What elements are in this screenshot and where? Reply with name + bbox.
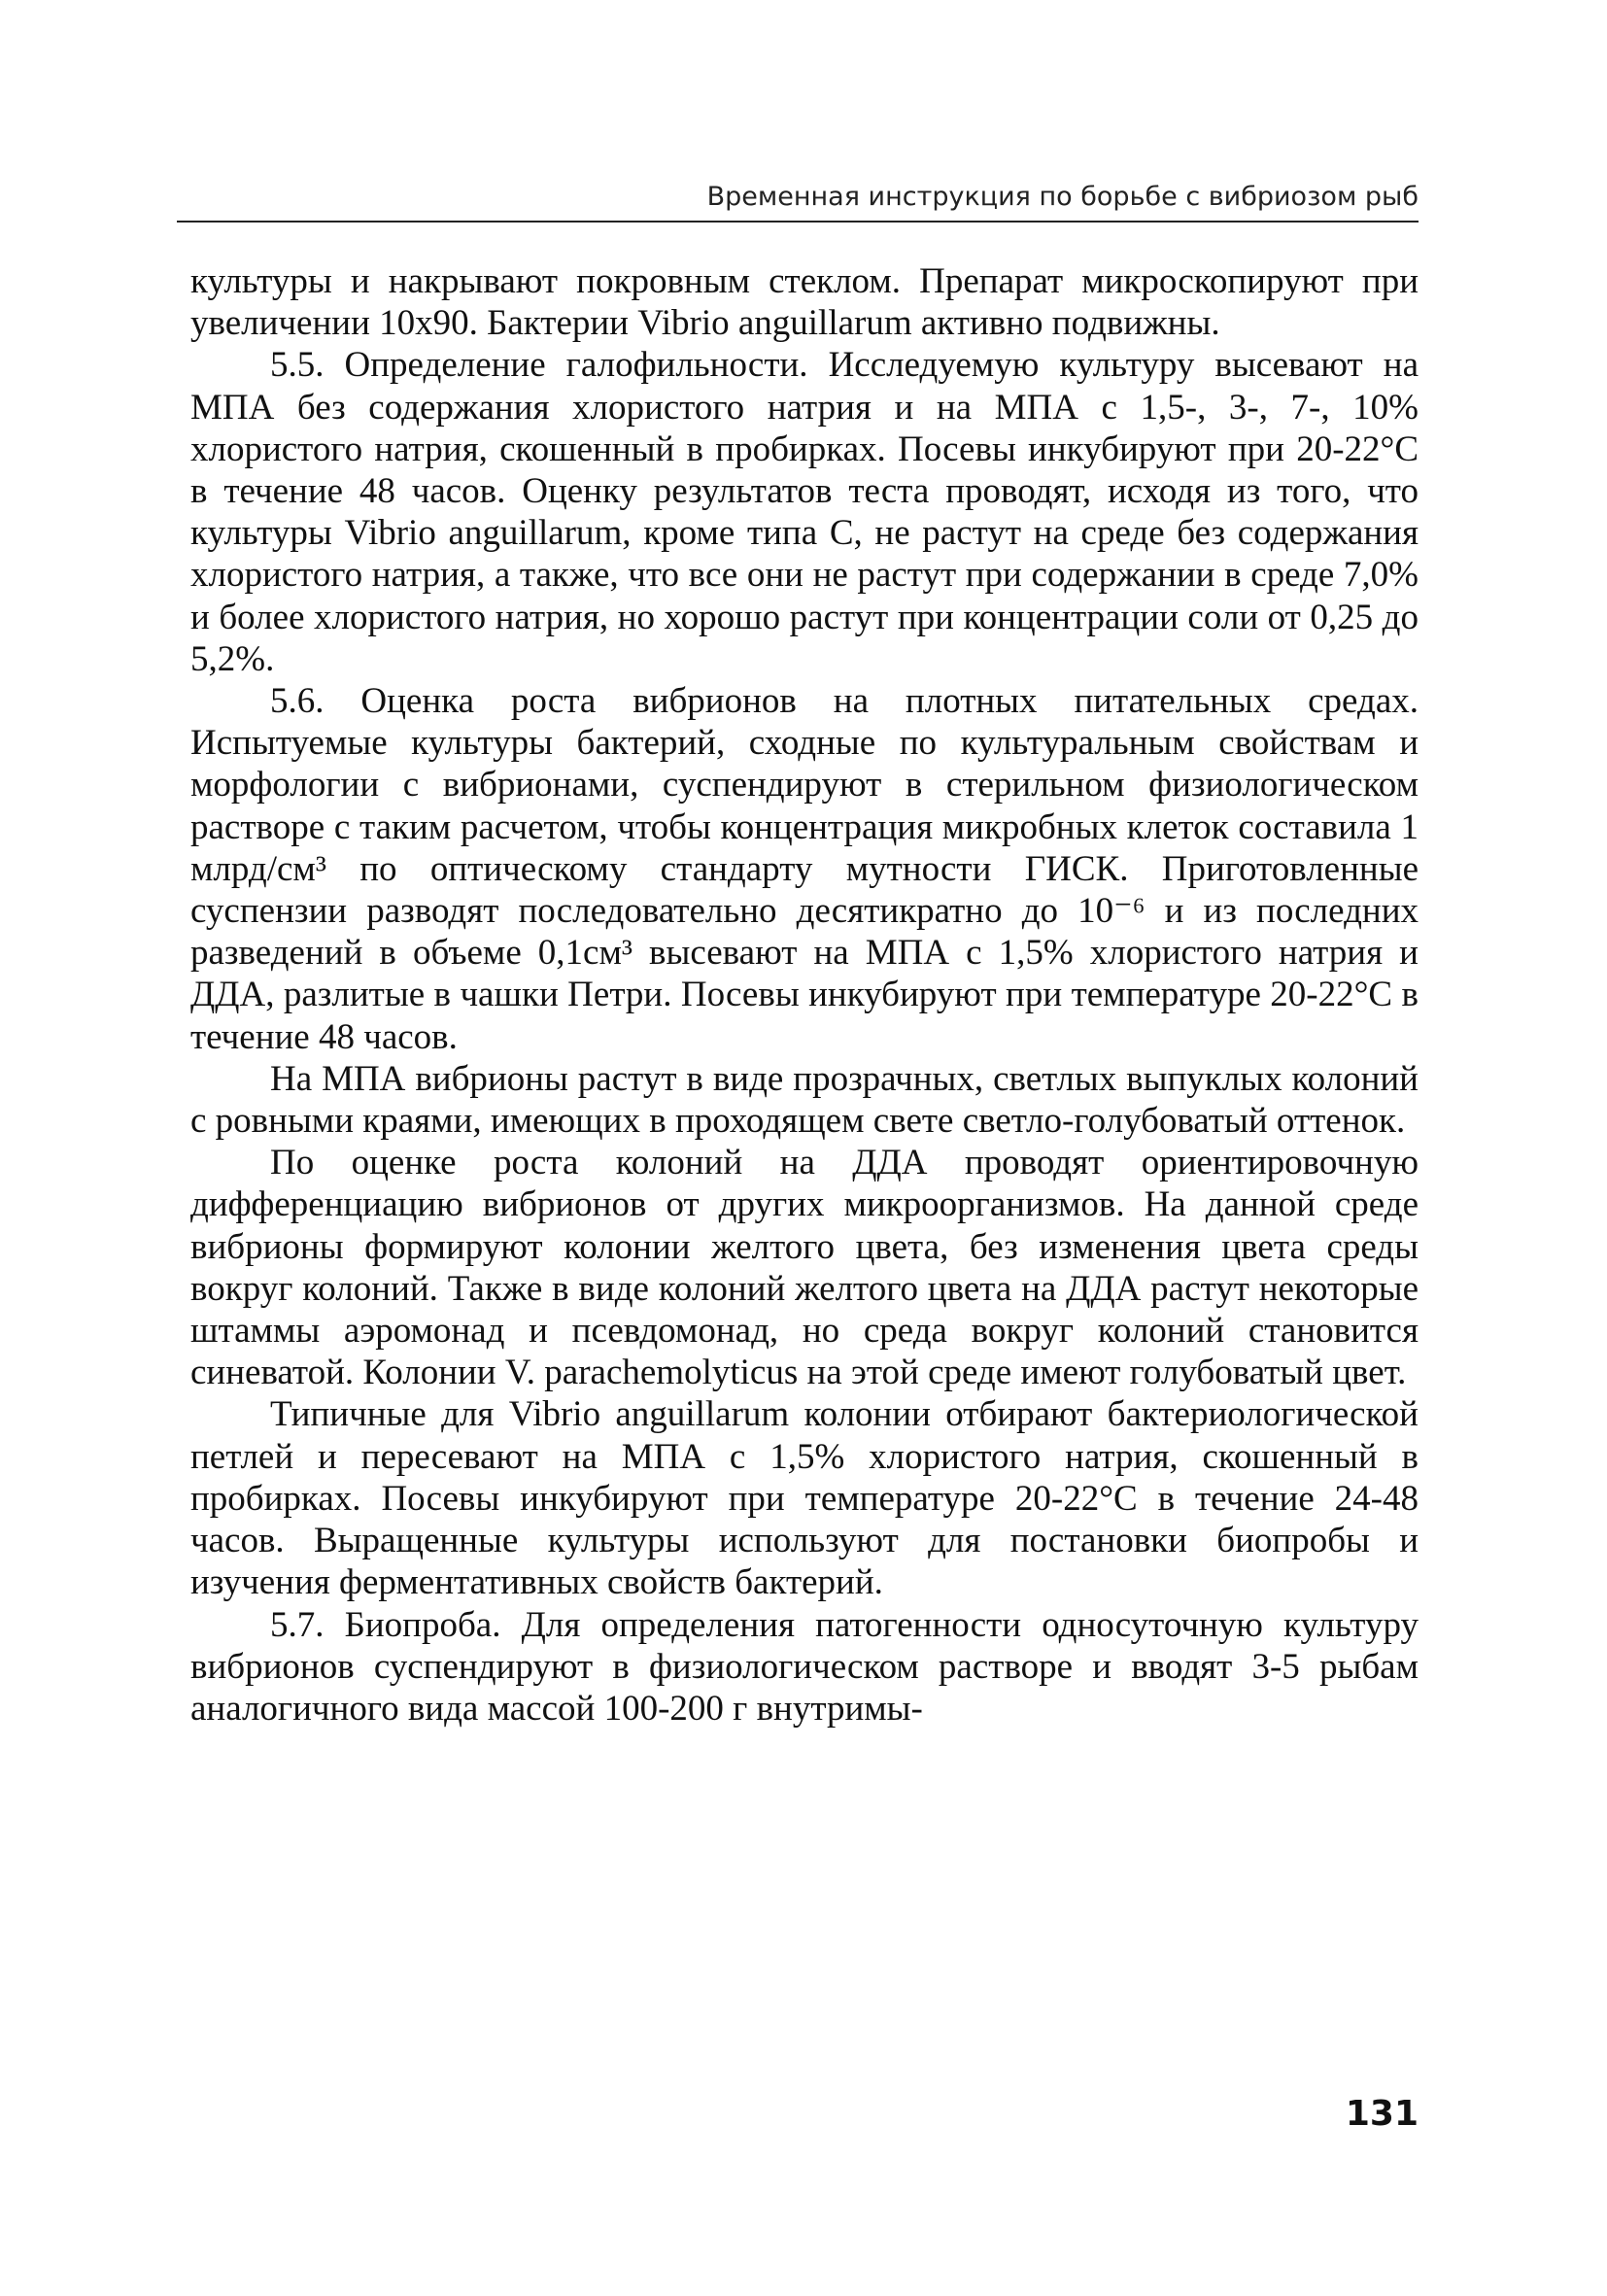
page-number: 131: [1345, 2094, 1419, 2134]
paragraph-halophilicity: 5.5. Определение галофильности. Исследуемую культуру высевают на МПА без содержания хлористого натрия и на МПА с 1,5-, 3-, 7-, 10% хлористого натрия, скошенный в пробирках. Посевы инкубируют при 20-22°С в течение 48 часов. Оценку результатов теста проводят, исходя из того, что культуры Vibrio anguillarum, кроме типа С, не растут на среде без содержания хлористого натрия, а также, что все они не растут при содержании в среде 7,0% и более хлористого натрия, но хорошо растут при концентрации соли от 0,25 до 5,2%.: [190, 345, 1419, 679]
paragraph-continuation: культуры и накрывают покровным стеклом. Препарат микроскопируют при увеличении 10х90. Бактерии Vibrio anguillarum активно подвижны.: [190, 261, 1419, 344]
running-header: Временная инструкция по борьбе с вибриозом рыб: [706, 182, 1419, 212]
paragraph-growth-assessment: 5.6. Оценка роста вибрионов на плотных питательных средах. Испытуемые культуры бактерий, сходные по культуральным свойствам и морфологии с вибрионами, суспендируют в стерильном физиологическом растворе с таким расчетом, чтобы концентрация микробных клеток составила 1 млрд/см³ по оптическому стандарту мутности ГИСК. Приготовленные суспензии разводят последовательно десятикратно до 10⁻⁶ и из последних разведений в объеме 0,1см³ высевают на МПА с 1,5% хлористого натрия и ДДА, разлитые в чашки Петри. Посевы инкубируют при температуре 20-22°С в течение 48 часов.: [190, 681, 1419, 1057]
paragraph-typical-colonies: Типичные для Vibrio anguillarum колонии отбирают бактериологической петлей и пересевают на МПА с 1,5% хлористого натрия, скошенный в пробирках. Посевы инкубируют при температуре 20-22°С в течение 24-48 часов. Выращенные культуры используют для постановки биопробы и изучения ферментативных свойств бактерий.: [190, 1394, 1419, 1603]
header-rule: [177, 221, 1419, 223]
paragraph-dda-differentiation: По оценке роста колоний на ДДА проводят ориентировочную дифференциацию вибрионов от других микроорганизмов. На данной среде вибрионы формируют колонии желтого цвета, без изменения цвета среды вокруг колоний. Также в виде колоний желтого цвета на ДДА растут некоторые штаммы аэромонад и псевдомонад, но среда вокруг колоний становится синеватой. Колонии V. parachemolyticus на этой среде имеют голубоватый цвет.: [190, 1143, 1419, 1393]
body-text: [190, 260, 1419, 1730]
paragraph-bioassay: 5.7. Биопроба. Для определения патогенности односуточную культуру вибрионов суспендируют в физиологическом растворе и вводят 3-5 рыбам аналогичного вида массой 100-200 г внутримы-: [190, 1604, 1419, 1729]
paragraph-mpa-colonies: На МПА вибрионы растут в виде прозрачных, светлых выпуклых колоний с ровными краями, имеющих в проходящем свете светло-голубоватый оттенок.: [190, 1058, 1419, 1142]
